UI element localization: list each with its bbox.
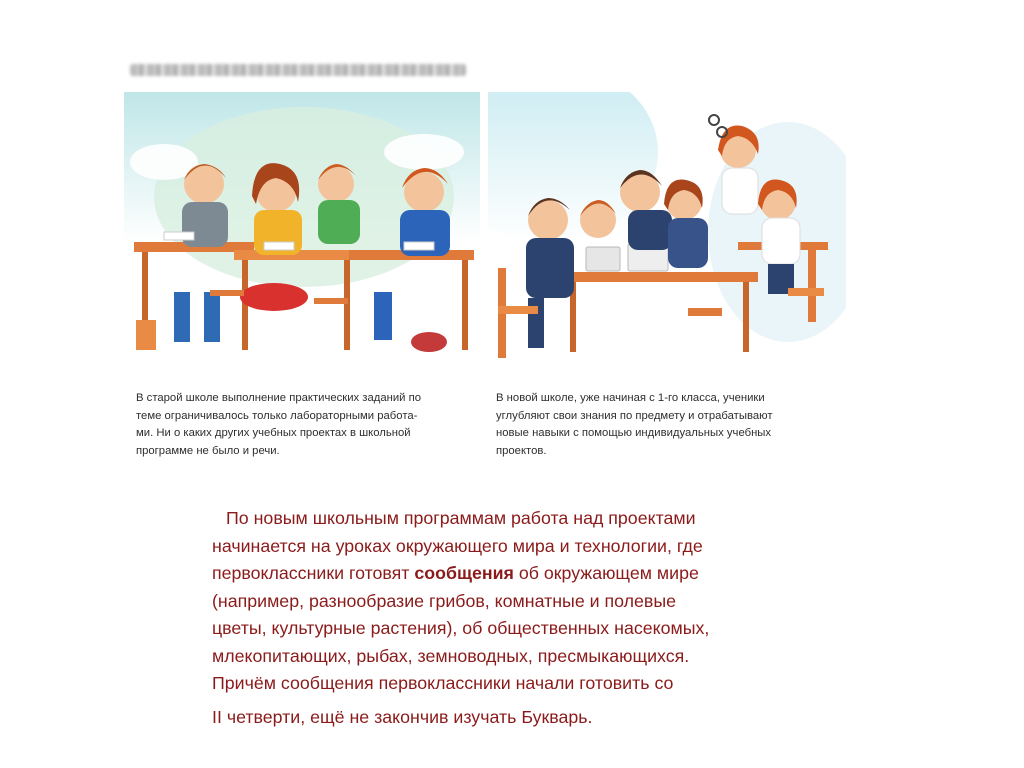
blurred-heading — [130, 64, 466, 76]
caption-old-school — [136, 390, 471, 460]
paragraph-line: начинается на уроках окружающего мира и технологии, где — [212, 535, 703, 556]
paragraph-line: (например, разнообразие грибов, комнатные и полевые — [212, 590, 677, 611]
illustration-old-school — [124, 92, 480, 376]
caption-line: теме ограничивалось только лабораторными работа- — [136, 409, 418, 422]
illustration-new-school — [488, 92, 846, 376]
paragraph-line: Причём сообщения первоклассники начали готовить со — [212, 673, 674, 693]
paragraph-line: II четверти, ещё не закончив изучать Букварь. — [212, 706, 593, 727]
caption-line: программе не было и речи. — [136, 444, 280, 457]
new-school-classroom-image — [488, 92, 846, 376]
caption-line: ми. Ни о каких других учебных проектах в школьной — [136, 427, 411, 439]
paragraph-line: млекопитающих, рыбах, земноводных, пресмыкающихся. — [212, 645, 690, 666]
paragraph-line — [212, 560, 812, 588]
caption-line: углубляют свои знания по предмету и отрабатывают — [496, 409, 773, 422]
paragraph-line: цветы, культурные растения), об общественных насекомых, — [212, 618, 710, 638]
paragraph-text: первоклассники готовят — [212, 563, 415, 583]
old-school-classroom-image — [124, 92, 480, 376]
caption-line: В новой школе, уже начиная с 1-го класса, ученики — [496, 392, 765, 404]
caption-new-school — [496, 390, 831, 460]
paragraph-text: об окружающем мире — [513, 563, 699, 583]
paragraph-line: По новым школьным программам работа над проектами — [226, 508, 696, 528]
caption-line: новые навыки с помощью индивидуальных учебных — [496, 427, 772, 439]
bold-term: сообщения — [414, 563, 514, 583]
main-paragraph — [212, 505, 812, 731]
caption-line: проектов. — [496, 444, 547, 457]
caption-line: В старой школе выполнение практических заданий по — [136, 392, 422, 404]
